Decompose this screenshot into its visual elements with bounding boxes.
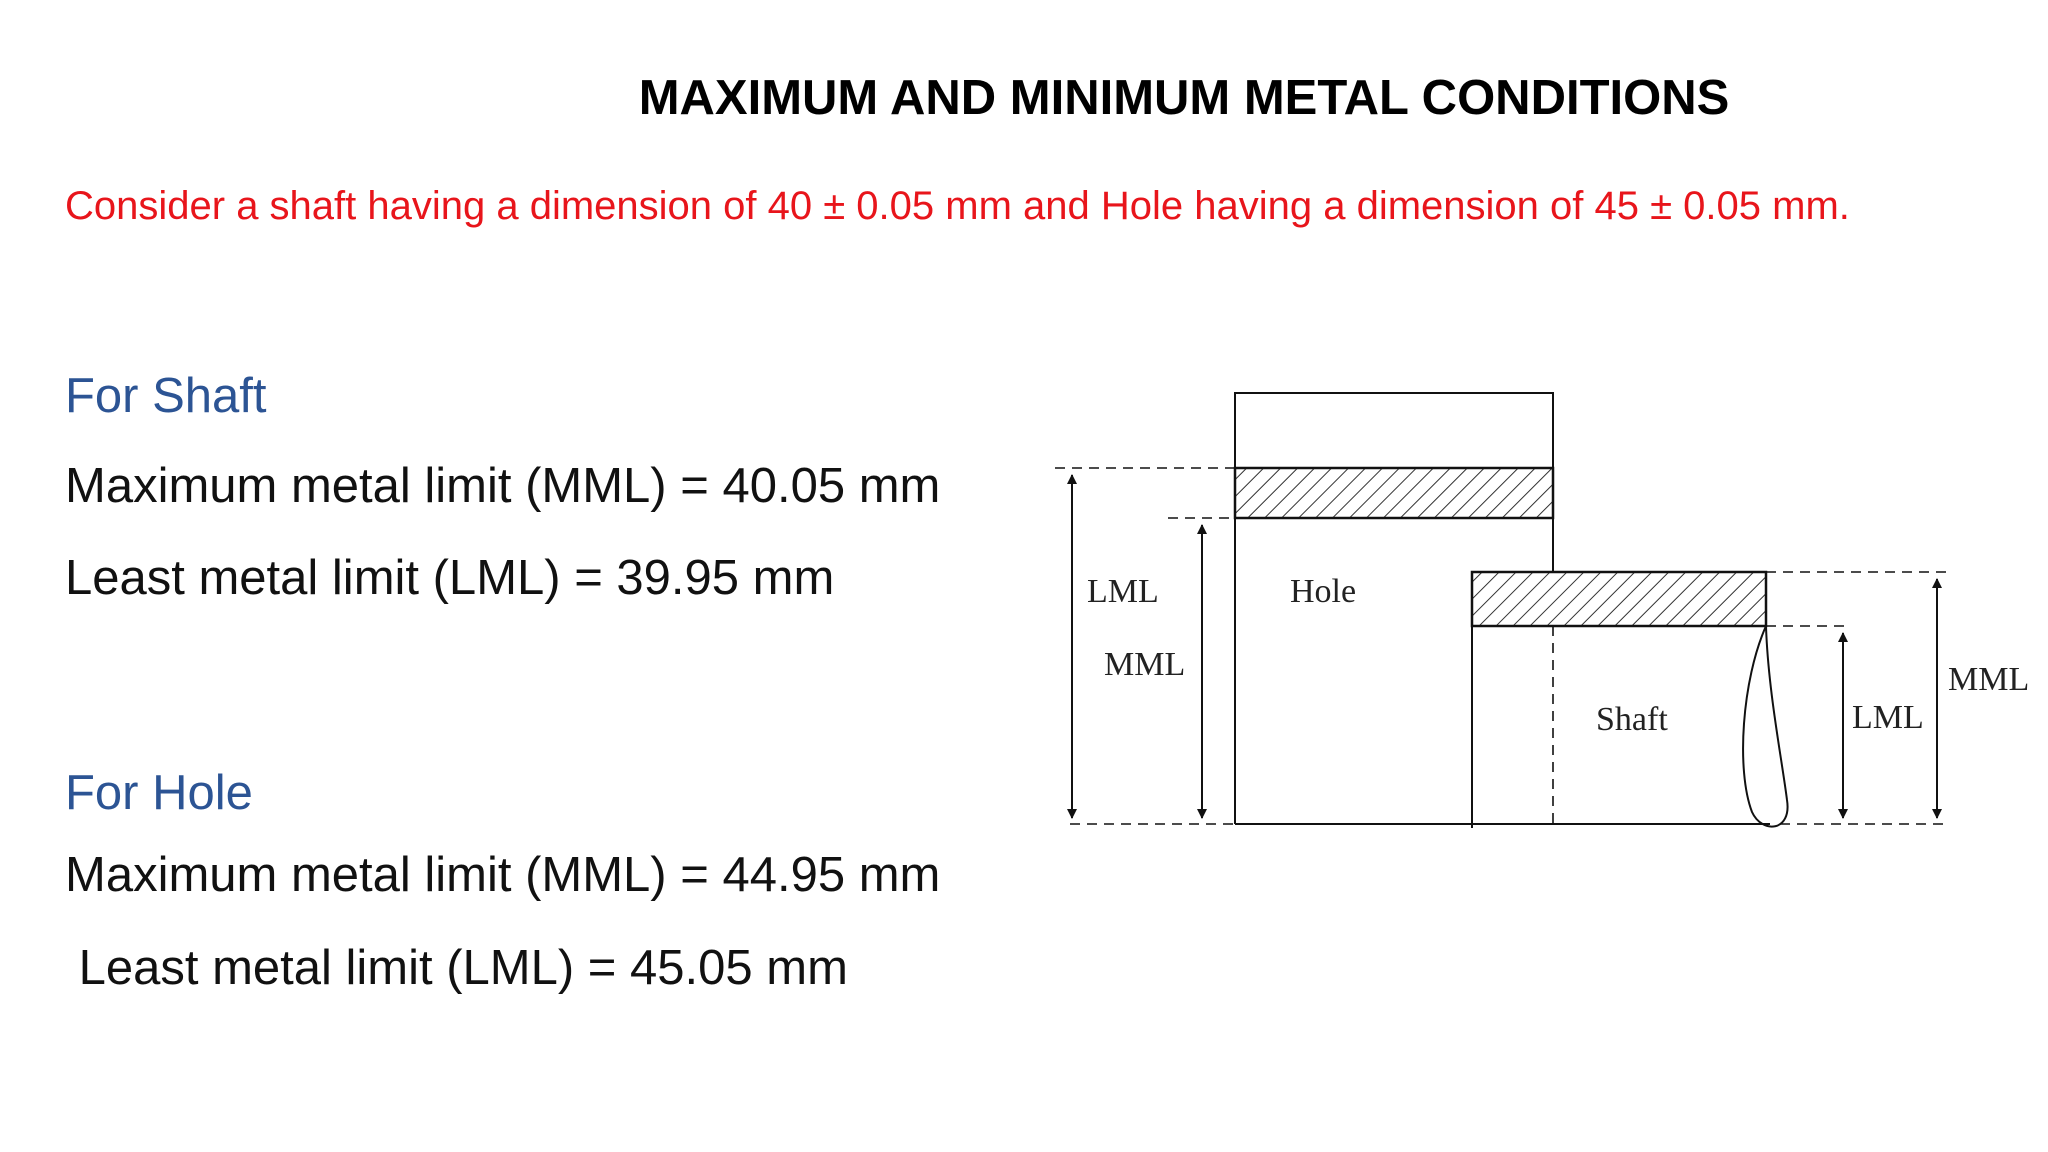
- shaft-lml-label: LML: [1852, 699, 1924, 736]
- shaft-mml-line: Maximum metal limit (MML) = 40.05 mm: [65, 459, 941, 513]
- hole-label: Hole: [1290, 573, 1357, 610]
- hole-lml-line: Least metal limit (LML) = 45.05 mm: [65, 941, 848, 995]
- break-line-icon: [1743, 626, 1787, 827]
- intro-text: Consider a shaft having a dimension of 40 ± 0.05 mm and Hole having a dimension of 45 ± 0.05 mm.: [65, 184, 1850, 228]
- hole-heading: For Hole: [65, 766, 253, 820]
- shaft-block: [1472, 572, 1788, 828]
- hole-mml-label: MML: [1104, 646, 1186, 683]
- hole-lml-label: LML: [1087, 573, 1159, 610]
- shaft-label: Shaft: [1596, 701, 1668, 738]
- shaft-heading: For Shaft: [65, 369, 267, 423]
- shaft-mml-label: MML: [1948, 661, 2030, 698]
- shaft-lml-line: Least metal limit (LML) = 39.95 mm: [65, 551, 835, 605]
- hole-mml-line: Maximum metal limit (MML) = 44.95 mm: [65, 848, 941, 902]
- shaft-extension-lines: [1766, 572, 1950, 824]
- slide-title: MAXIMUM AND MINIMUM METAL CONDITIONS: [638, 71, 1730, 125]
